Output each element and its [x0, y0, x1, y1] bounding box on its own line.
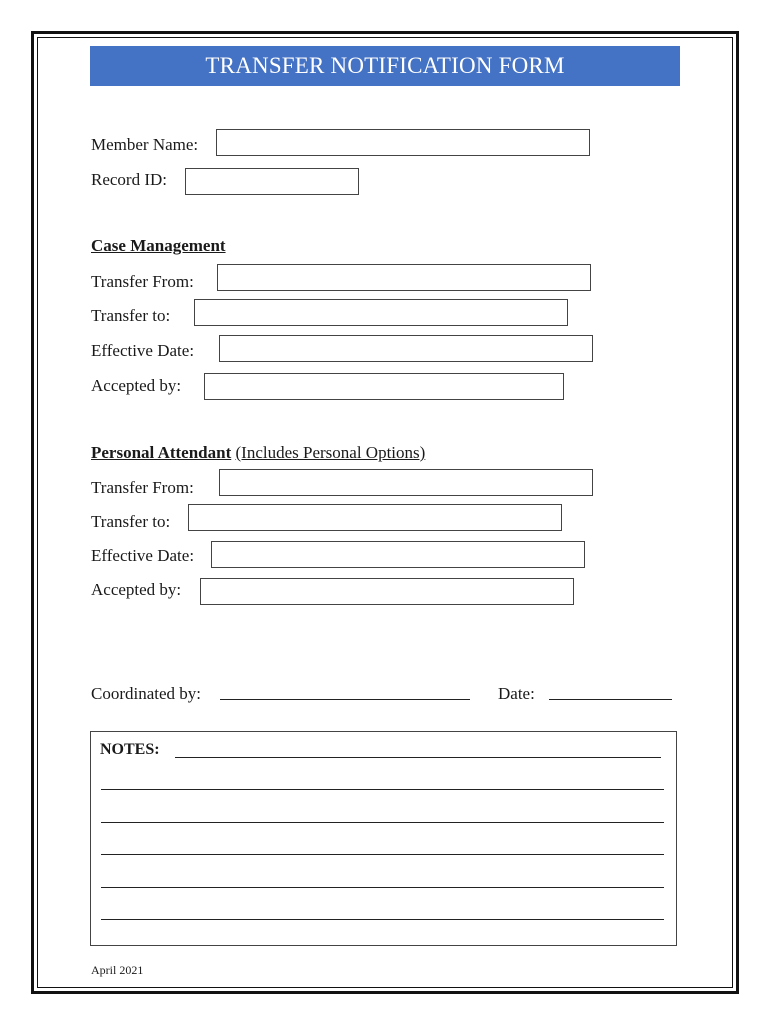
pa-transfer-to-label: Transfer to: [91, 512, 171, 531]
notes-line[interactable] [101, 789, 664, 790]
personal-attendant-heading [91, 443, 425, 463]
notes-label: NOTES: [100, 741, 160, 758]
member-name-field[interactable] [216, 129, 590, 156]
member-name-label: Member Name: [91, 135, 199, 154]
pa-transfer-from-label: Transfer From: [91, 478, 194, 497]
date-line[interactable] [549, 699, 672, 700]
cm-transfer-from-field[interactable] [217, 264, 591, 291]
cm-transfer-from-label: Transfer From: [91, 272, 194, 291]
personal-attendant-title: Personal Attendant [91, 443, 232, 462]
pa-transfer-to-field[interactable] [188, 504, 562, 531]
case-management-title: Case Management [91, 236, 226, 255]
notes-line[interactable] [101, 822, 664, 823]
pa-accepted-by-label: Accepted by: [91, 580, 182, 599]
personal-attendant-subtitle: (Includes Personal Options) [235, 443, 426, 462]
notes-line[interactable] [101, 919, 664, 920]
form-title: TRANSFER NOTIFICATION FORM [90, 46, 680, 86]
cm-effective-date-label: Effective Date: [91, 341, 195, 360]
pa-transfer-from-field[interactable] [219, 469, 593, 496]
notes-line[interactable] [175, 757, 661, 758]
coordinated-by-line[interactable] [220, 699, 470, 700]
pa-effective-date-field[interactable] [211, 541, 585, 568]
pa-effective-date-label: Effective Date: [91, 546, 195, 565]
footer-date: April 2021 [91, 963, 144, 977]
notes-line[interactable] [101, 854, 664, 855]
notes-line[interactable] [101, 887, 664, 888]
record-id-label: Record ID: [91, 170, 168, 189]
record-id-field[interactable] [185, 168, 359, 195]
case-management-heading [91, 236, 226, 256]
cm-transfer-to-label: Transfer to: [91, 306, 171, 325]
cm-accepted-by-label: Accepted by: [91, 376, 182, 395]
cm-accepted-by-field[interactable] [204, 373, 564, 400]
date-label: Date: [498, 684, 535, 703]
cm-transfer-to-field[interactable] [194, 299, 568, 326]
coordinated-by-label: Coordinated by: [91, 684, 202, 703]
pa-accepted-by-field[interactable] [200, 578, 574, 605]
notes-box [90, 731, 677, 946]
cm-effective-date-field[interactable] [219, 335, 593, 362]
